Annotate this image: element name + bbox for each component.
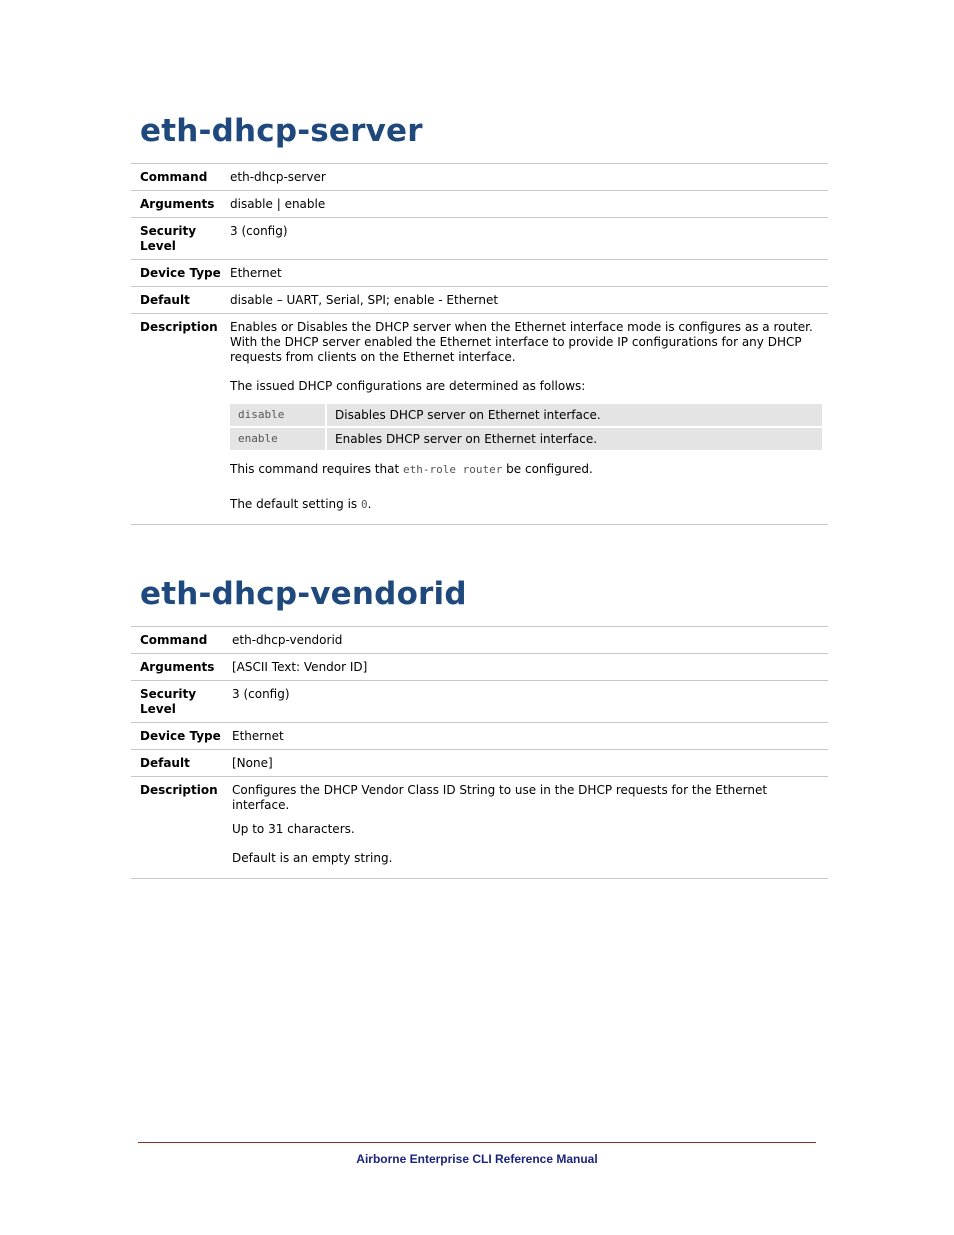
row-label-command: Command [131,627,232,654]
description-paragraph: Default is an empty string. [232,851,393,865]
row-value-device-type: Ethernet [232,723,828,750]
description-paragraph: The issued DHCP configurations are determined as follows: [230,379,586,393]
table-row [131,777,828,879]
row-label-device-type: Device Type [131,723,232,750]
option-desc: Enables DHCP server on Ethernet interface. [327,428,822,450]
row-label-arguments: Arguments [131,654,232,681]
row-label-description: Description [131,314,230,525]
default-note [230,497,824,512]
table-row [131,681,828,723]
option-key: enable [230,428,325,450]
row-label-security: Security Level [131,218,230,260]
table-row [131,164,828,191]
row-value-security: 3 (config) [230,218,828,260]
row-value-command: eth-dhcp-vendorid [232,627,828,654]
row-label-device-type: Device Type [131,260,230,287]
row-value-description [232,777,828,879]
row-value-device-type: Ethernet [230,260,828,287]
row-value-description [230,314,828,525]
description-paragraph: Configures the DHCP Vendor Class ID String to use in the DHCP requests for the Ethernet interface. [232,783,768,812]
description-paragraph: Enables or Disables the DHCP server when the Ethernet interface mode is configures as a router. With the DHCP server enabled the Ethernet interface to provide IP configurations for any DHCP requests from clients on the Ethernet interface. [230,320,813,364]
options-row [230,404,822,426]
row-label-arguments: Arguments [131,191,230,218]
spec-table [131,163,828,525]
table-row [131,750,828,777]
description-paragraph: Up to 31 characters. [232,822,355,836]
table-row [131,314,828,525]
row-value-command: eth-dhcp-server [230,164,828,191]
row-label-default: Default [131,750,232,777]
row-label-description: Description [131,777,232,879]
requires-suffix: be configured. [506,462,593,476]
footer-title: Airborne Enterprise CLI Reference Manual [356,1152,598,1166]
default-text: The default setting is [230,497,358,511]
table-row [131,723,828,750]
requires-text: This command requires that [230,462,400,476]
option-desc: Disables DHCP server on Ethernet interface. [327,404,822,426]
table-row [131,287,828,314]
table-row [131,218,828,260]
option-key: disable [230,404,325,426]
section-title: eth-dhcp-server [140,113,423,149]
row-value-default: [None] [232,750,828,777]
row-label-default: Default [131,287,230,314]
options-row [230,428,822,450]
default-code: 0 [361,498,368,511]
row-value-arguments: [ASCII Text: Vendor ID] [232,654,828,681]
row-value-default: disable – UART, Serial, SPI; enable - Ethernet [230,287,828,314]
row-label-command: Command [131,164,230,191]
footer-divider [138,1142,816,1143]
section-title: eth-dhcp-vendorid [140,576,467,612]
default-suffix: . [367,497,372,511]
table-row [131,627,828,654]
table-row [131,260,828,287]
table-row [131,654,828,681]
requires-note [230,462,824,477]
table-row [131,191,828,218]
spec-table [131,626,828,879]
row-value-arguments: disable | enable [230,191,828,218]
requires-code: eth-role router [402,463,503,476]
options-table [228,402,824,452]
row-value-security: 3 (config) [232,681,828,723]
row-label-security: Security Level [131,681,232,723]
